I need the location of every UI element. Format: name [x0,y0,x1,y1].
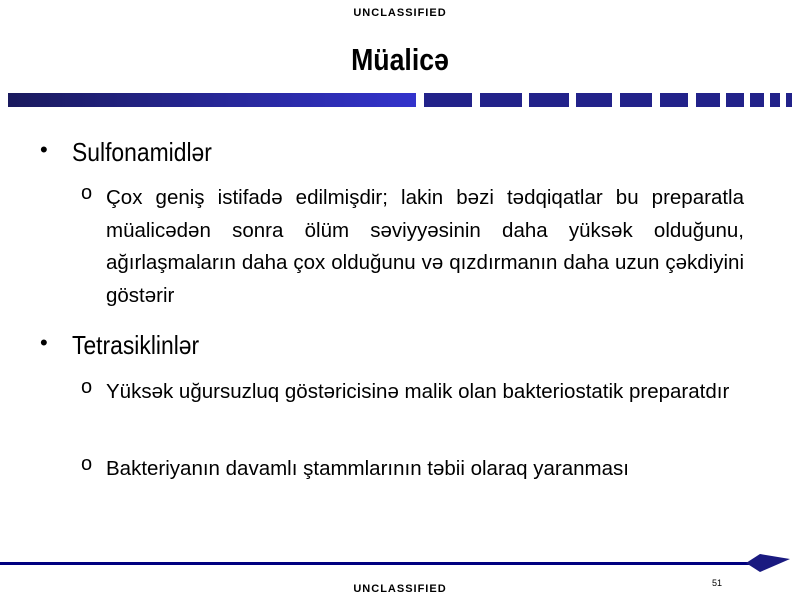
sub-bullet-text: Yüksək uğursuzluq göstəricisinə malik olan bakteriostatik preparatdır [106,380,730,403]
hollow-circle-icon: o [81,453,93,475]
title-bar-block [726,93,744,107]
title-bar-block [660,93,688,107]
title-bar-block [424,93,472,107]
title-bar-block [786,93,792,107]
sub-bullet-text: Çox geniş istifadə edilmişdir; lakin bəzi tədqiqatlar bu preparatla müalicədən sonra ölüm səviyyəsinin daha yüksək olduğunu, ağırlaşmaların daha çox olduğunu və qızdırmanın daha uzun çəkdiyini göstərir [106,186,744,307]
slide-title: Müalicə [351,42,449,77]
bullet-dot-icon: • [40,137,48,162]
classification-header: UNCLASSIFIED [353,7,447,19]
classification-footer: UNCLASSIFIED [353,583,447,595]
hollow-circle-icon: o [81,376,93,398]
bullet-label: Tetrasiklinlər [72,330,200,360]
title-bar-gradient [8,93,416,107]
title-bar-block [696,93,720,107]
bullet-dot-icon: • [40,330,48,355]
sub-bullet-text: Bakteriyanın davamlı ştammlarının təbii olaraq yaranması [106,457,629,480]
title-bar-block [770,93,780,107]
page-number: 51 [712,578,723,588]
title-bar-block [620,93,652,107]
arrow-right-icon [746,553,792,573]
title-bar-block [480,93,522,107]
title-bar-block [576,93,612,107]
bullet-label: Sulfonamidlər [72,137,212,167]
title-bar-block [750,93,764,107]
title-bar-block [529,93,569,107]
footer-rule [0,562,760,565]
hollow-circle-icon: o [81,182,93,204]
